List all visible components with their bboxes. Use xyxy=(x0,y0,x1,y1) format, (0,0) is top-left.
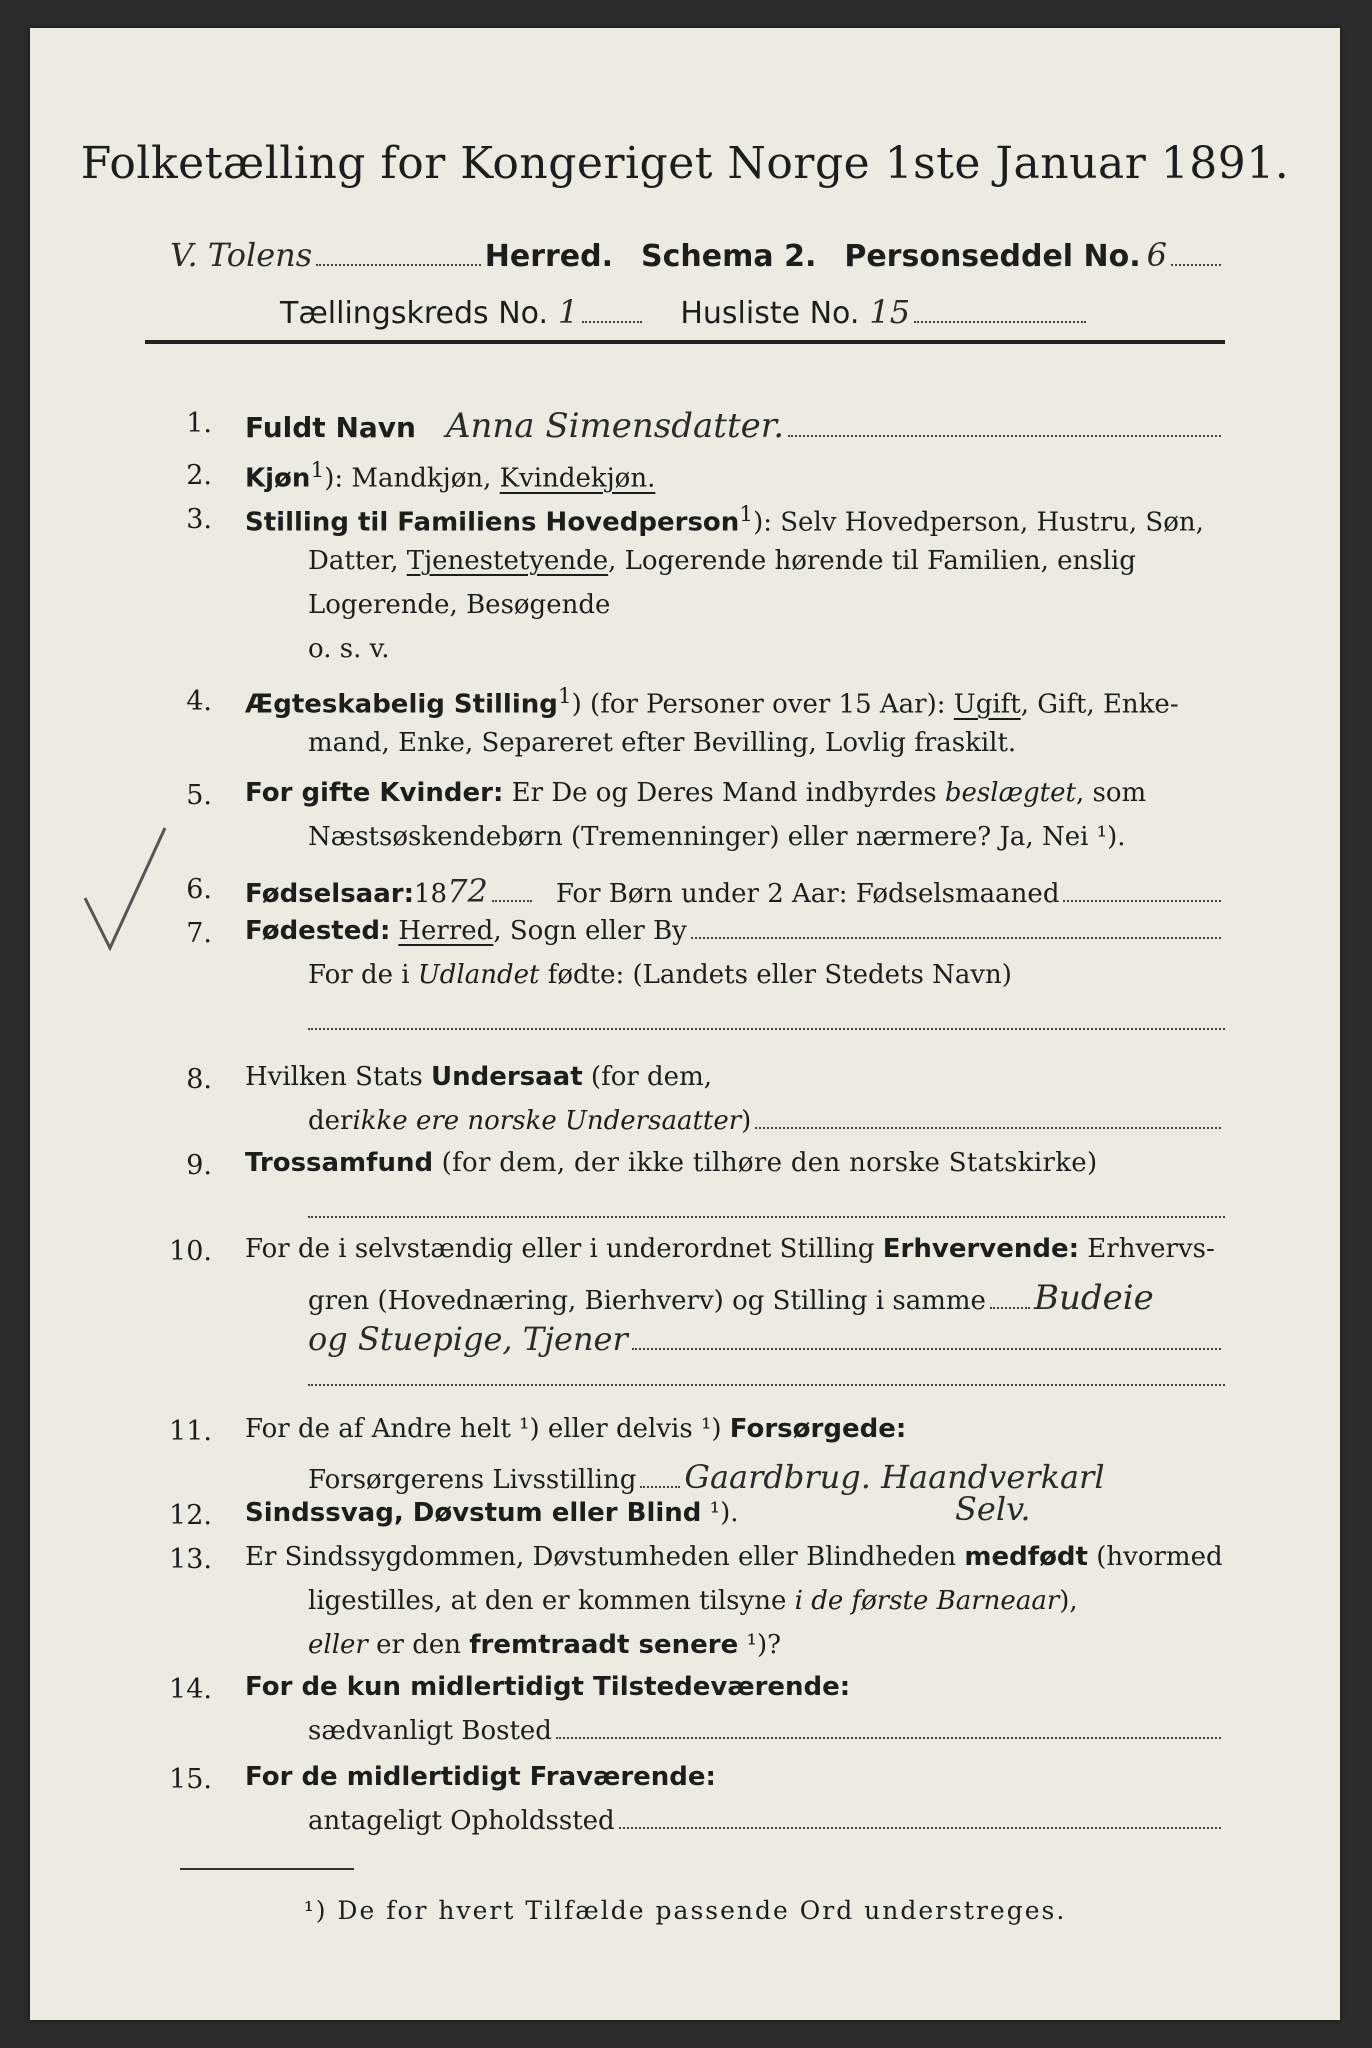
q4-number: 4. xyxy=(186,686,212,717)
q13-text-c: ligestilles, at den er kommen tilsyne xyxy=(308,1586,795,1616)
dotted-fill xyxy=(632,1348,1221,1350)
husliste-label: Husliste No. xyxy=(680,296,860,331)
q14-number: 14. xyxy=(169,1674,212,1705)
q10-line2 xyxy=(308,1278,1268,1318)
q13-text-a: Er Sindssygdommen, Døvstumheden eller Blindheden xyxy=(245,1542,965,1572)
q13-line2 xyxy=(308,1586,1078,1616)
q3-options-c: , Logerende hørende til Familien, enslig xyxy=(608,546,1136,576)
q1-value: Anna Simensdatter. xyxy=(445,406,785,446)
check-mark-icon xyxy=(70,818,180,978)
q12-number: 12. xyxy=(169,1500,212,1531)
q13-text-bold: medfødt xyxy=(964,1542,1088,1572)
q13-text-italic: i de første Barneaar xyxy=(794,1586,1060,1616)
q9-rest: (for dem, der ikke tilhøre den norske Statskirke) xyxy=(433,1148,1098,1178)
q7-label: Fødested: xyxy=(245,916,391,946)
husliste-value: 15 xyxy=(869,293,911,331)
q8-number: 8. xyxy=(186,1064,212,1095)
q4-options-b: , Gift, Enke- xyxy=(1020,689,1179,720)
q7-text-italic: Udlandet xyxy=(417,960,540,990)
q13-line1 xyxy=(245,1542,1223,1572)
q2-selected: Kvindekjøn. xyxy=(499,463,656,494)
q13-text-e: er den xyxy=(367,1630,470,1660)
q11-line1 xyxy=(245,1414,906,1444)
dotted-fill xyxy=(316,264,481,266)
q11-number: 11. xyxy=(169,1416,212,1447)
q1-row xyxy=(245,406,1225,446)
q3-options-a: ): Selv Hovedperson, Hustru, Søn, xyxy=(753,507,1204,538)
q7-text-a: For de i xyxy=(308,960,418,990)
q2-label: Kjøn xyxy=(245,463,311,494)
kreds-value: 1 xyxy=(558,293,579,331)
q11-line2 xyxy=(308,1458,1268,1496)
q13-text-b: (hvormed xyxy=(1087,1542,1223,1572)
kreds-label: Tællingskreds No. xyxy=(280,296,548,331)
q11-text-b: Forsørgerens Livsstilling xyxy=(308,1465,637,1495)
q10-text-c: gren (Hovednæring, Bierhverv) og Stilling i samme xyxy=(308,1286,986,1316)
q6-rest: For Børn under 2 Aar: Fødselsmaaned xyxy=(555,879,1060,909)
dotted-fill xyxy=(556,1737,1221,1739)
q15-line2 xyxy=(308,1806,1225,1836)
dotted-fill xyxy=(308,1216,1225,1218)
dotted-fill xyxy=(990,1307,1030,1309)
q6-row xyxy=(245,872,1225,910)
dotted-fill xyxy=(914,321,1086,323)
q13-text-d: ), xyxy=(1059,1586,1078,1616)
herred-value: V. Tolens xyxy=(170,236,313,274)
q4-label: Ægteskabelig Stilling xyxy=(245,689,558,720)
q8-text-c: der xyxy=(308,1106,353,1136)
q11-value-a: Gaardbrug. Haandverkarl xyxy=(684,1458,1105,1496)
q3-label: Stilling til Familiens Hovedperson xyxy=(245,507,740,538)
q8-text-italic: ikke ere norske Undersaatter xyxy=(352,1106,742,1136)
q8-text-a: Hvilken Stats xyxy=(245,1062,431,1092)
q7-number: 7. xyxy=(186,918,212,949)
q5-text-italic: beslægtet xyxy=(944,778,1076,808)
q3-line4: o. s. v. xyxy=(308,634,390,664)
q13-text-f: ¹)? xyxy=(738,1630,782,1660)
dotted-fill xyxy=(308,1028,1225,1030)
q3-number: 3. xyxy=(186,504,212,535)
q11-value-b: Selv. xyxy=(955,1490,1031,1528)
q14-label: For de kun midlertidigt Tilstedeværende: xyxy=(245,1672,851,1702)
q10-value-b: og Stuepige, Tjener xyxy=(308,1320,628,1358)
q3-line3: Logerende, Besøgende xyxy=(308,590,611,620)
dotted-fill xyxy=(492,900,532,902)
page-title: Folketælling for Kongeriget Norge 1ste Januar 1891. xyxy=(80,138,1290,189)
q4-line1 xyxy=(245,684,1179,720)
q1-label: Fuldt Navn xyxy=(245,411,416,444)
q1-number: 1. xyxy=(186,408,212,439)
q15-label: For de midlertidigt Fraværende: xyxy=(245,1762,716,1792)
footnote: ¹) De for hvert Tilfælde passende Ord understreges. xyxy=(303,1896,1067,1925)
q3-footnote-mark: 1 xyxy=(739,502,754,527)
q9-line1 xyxy=(245,1148,1097,1178)
q13-text-italic-b: eller xyxy=(308,1630,368,1660)
footnote-rule xyxy=(180,1868,354,1870)
q7-rest: , Sogn eller By xyxy=(493,916,687,946)
q7-selected: Herred xyxy=(398,916,494,946)
q12-label: Sindssvag, Døvstum eller Blind xyxy=(245,1498,702,1528)
q6-year-value: 72 xyxy=(447,872,488,910)
q4-line2: mand, Enke, Separeret efter Bevilling, Lovlig fraskilt. xyxy=(308,728,1017,758)
personseddel-label: Personseddel No. xyxy=(844,239,1141,274)
q5-label: For gifte Kvinder: xyxy=(245,778,504,808)
dotted-fill xyxy=(788,435,1221,437)
q7-row xyxy=(245,916,1225,946)
q12-rest: ¹). xyxy=(701,1498,739,1528)
q3-line2 xyxy=(308,546,1136,576)
q14-line2 xyxy=(308,1716,1225,1746)
q10-line3 xyxy=(308,1320,1225,1358)
q11-text-a: For de af Andre helt ¹) eller delvis ¹) xyxy=(245,1414,730,1444)
q5-line2: Næstsøskendebørn (Tremenninger) eller nærmere? Ja, Nei ¹). xyxy=(308,822,1126,852)
dotted-fill xyxy=(1063,900,1221,902)
q14-text: sædvanligt Bosted xyxy=(308,1716,552,1746)
q7-text-b: fødte: (Landets eller Stedets Navn) xyxy=(539,960,1012,990)
header-rule xyxy=(145,340,1225,344)
q15-text: antageligt Opholdssted xyxy=(308,1806,615,1836)
q6-label: Fødselsaar: xyxy=(245,879,414,909)
q2-options: ): Mandkjøn, xyxy=(324,463,500,494)
herred-line xyxy=(170,236,1225,274)
q6-number: 6. xyxy=(186,874,212,905)
q2-number: 2. xyxy=(186,460,212,491)
q4-selected: Ugift xyxy=(953,689,1021,720)
dotted-fill xyxy=(619,1827,1221,1829)
q2-row xyxy=(245,458,655,494)
q13-number: 13. xyxy=(169,1544,212,1575)
q7-line2 xyxy=(308,960,1012,990)
q15-number: 15. xyxy=(169,1764,212,1795)
dotted-fill xyxy=(308,1384,1225,1386)
q8-text-b: (for dem, xyxy=(582,1062,712,1092)
dotted-fill xyxy=(1171,264,1221,266)
q8-line1 xyxy=(245,1062,712,1092)
q10-text-bold: Erhvervende: xyxy=(882,1234,1080,1264)
q10-line1 xyxy=(245,1234,1215,1264)
census-form-page xyxy=(30,28,1340,2020)
dotted-fill xyxy=(582,321,642,323)
q2-footnote-mark: 1 xyxy=(310,458,325,483)
q5-line1 xyxy=(245,778,1146,808)
kreds-line xyxy=(280,293,1090,331)
q3-selected: Tjenestetyende xyxy=(406,546,609,576)
q10-number: 10. xyxy=(169,1236,212,1267)
q4-options-a: ) (for Personer over 15 Aar): xyxy=(571,689,954,720)
q13-text-bold-b: fremtraadt senere xyxy=(469,1630,739,1660)
q4-footnote-mark: 1 xyxy=(557,684,572,709)
q8-line2 xyxy=(308,1106,1225,1136)
q11-text-bold: Forsørgede: xyxy=(729,1414,907,1444)
personseddel-value: 6 xyxy=(1146,236,1167,274)
q10-text-b: Erhvervs- xyxy=(1079,1234,1215,1264)
q8-text-d: ) xyxy=(741,1106,752,1136)
q13-line3 xyxy=(308,1630,781,1660)
q8-text-bold: Undersaat xyxy=(430,1062,583,1092)
q6-year-prefix: 18 xyxy=(414,879,448,909)
q10-value-a: Budeie xyxy=(1033,1278,1154,1318)
schema-label: Schema 2. xyxy=(641,239,817,274)
dotted-fill xyxy=(691,937,1221,939)
q10-text-a: For de i selvstændig eller i underordnet Stilling xyxy=(245,1234,883,1264)
dotted-fill xyxy=(640,1486,680,1488)
q3-line1 xyxy=(245,502,1204,538)
q9-label: Trossamfund xyxy=(245,1148,434,1178)
q9-number: 9. xyxy=(186,1150,212,1181)
q5-text-b: , som xyxy=(1075,778,1147,808)
q12-line1 xyxy=(245,1498,739,1528)
dotted-fill xyxy=(755,1127,1221,1129)
q5-number: 5. xyxy=(186,780,212,811)
q3-options-b: Datter, xyxy=(308,546,407,576)
herred-label: Herred. xyxy=(484,239,614,274)
q5-text-a: Er De og Deres Mand indbyrdes xyxy=(503,778,945,808)
